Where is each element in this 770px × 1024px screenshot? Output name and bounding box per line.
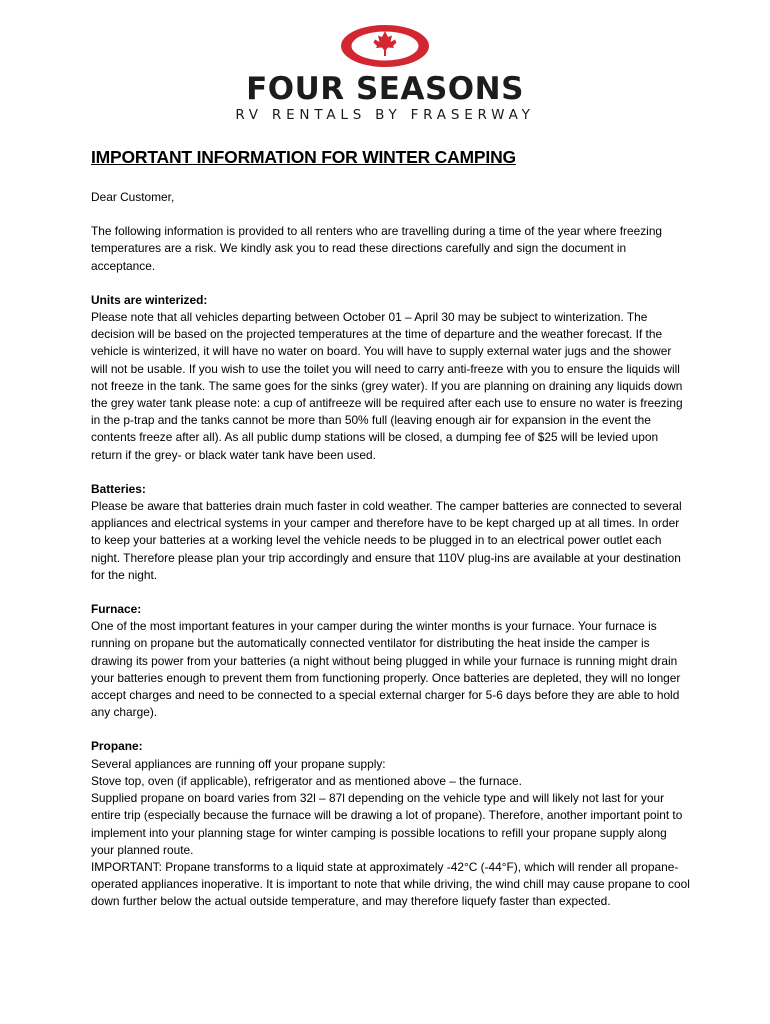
- brand-name: FOUR SEASONS: [246, 71, 524, 107]
- intro-paragraph: The following information is provided to all renters who are travelling during a time of the year where freezing temperatures are a risk. We kindly ask you to read these directions carefully and sign the document in acceptance.: [91, 224, 663, 273]
- document-title: IMPORTANT INFORMATION FOR WINTER CAMPING: [91, 147, 516, 167]
- company-logo: [0, 22, 770, 123]
- section-propane: [91, 738, 691, 910]
- section-winterized: [91, 292, 691, 464]
- section-paragraph: Supplied propane on board varies from 32l – 87l depending on the vehicle type and will likely not last for your entire trip (especially because the furnace will be drawing a lot of propane). Therefore, another important point to implement into your planning stage for winter camping is possible locations to refill your propane supply along your planned route.: [91, 791, 683, 857]
- brand-tagline: RV RENTALS BY FRASERWAY: [235, 107, 535, 123]
- section-paragraph: One of the most important features in your camper during the winter months is your furnace. Your furnace is running on propane but the automatically connected ventilator for distributing the heat inside the camper is drawing its power from your batteries (a night without being plugged in while your furnace is running might drain your batteries enough to prevent them from functioning properly. Once batteries are depleted, they will no longer accept charges and need to be connected to a special external charger for 5-6 days before they are able to hold any charge).: [91, 619, 681, 720]
- section-heading: Furnace:: [91, 602, 142, 617]
- greeting: Dear Customer,: [91, 190, 175, 204]
- section-batteries: [91, 481, 691, 584]
- section-paragraph: Stove top, oven (if applicable), refrigerator and as mentioned above – the furnace.: [91, 773, 522, 788]
- section-furnace: [91, 601, 691, 721]
- section-paragraph: IMPORTANT: Propane transforms to a liquid state at approximately -42°C (-44°F), which will render all propane-operated appliances inoperative. It is important to note that while driving, the wind chill may cause propane to cool down further below the actual outside temperature, and may therefore liquefy faster than expected.: [91, 859, 690, 909]
- section-paragraph: Please be aware that batteries drain much faster in cold weather. The camper batteries are connected to several appliances and electrical systems in your camper and therefore have to be kept charged up at all times. In order to keep your batteries at a working level the vehicle needs to be plugged in to an electrical power outlet each night. Therefore please plan your trip accordingly and ensure that 110V plug-ins are available at your destination for the night.: [91, 499, 682, 582]
- maple-leaf-logo-icon: [337, 22, 433, 70]
- section-paragraph: Please note that all vehicles departing between October 01 – April 30 may be subject to winterization. The decision will be based on the projected temperatures at the time of departure and the weather forecast. If the vehicle is winterized, it will have no water on board. You will have to supply external water jugs and the shower will not be usable. If you wish to use the toilet you will need to carry anti-freeze with you to ensure the liquids will not freeze in the tank. The same goes for the sinks (grey water). If you are planning on draining any liquids down the grey water tank please note: a cup of antifreeze will be required after each use to ensure no water is freezing in the p-trap and the tanks cannot be more than 50% full (leaving enough air for expansion in the event the contents freeze after all). As all public dump stations will be closed, a dumping fee of $25 will be levied upon return if the grey- or black water tank have been used.: [91, 310, 683, 462]
- section-paragraph: Several appliances are running off your propane supply:: [91, 756, 386, 771]
- section-heading: Propane:: [91, 739, 143, 754]
- section-heading: Batteries:: [91, 481, 146, 496]
- document-body: [91, 145, 691, 911]
- section-heading: Units are winterized:: [91, 292, 208, 307]
